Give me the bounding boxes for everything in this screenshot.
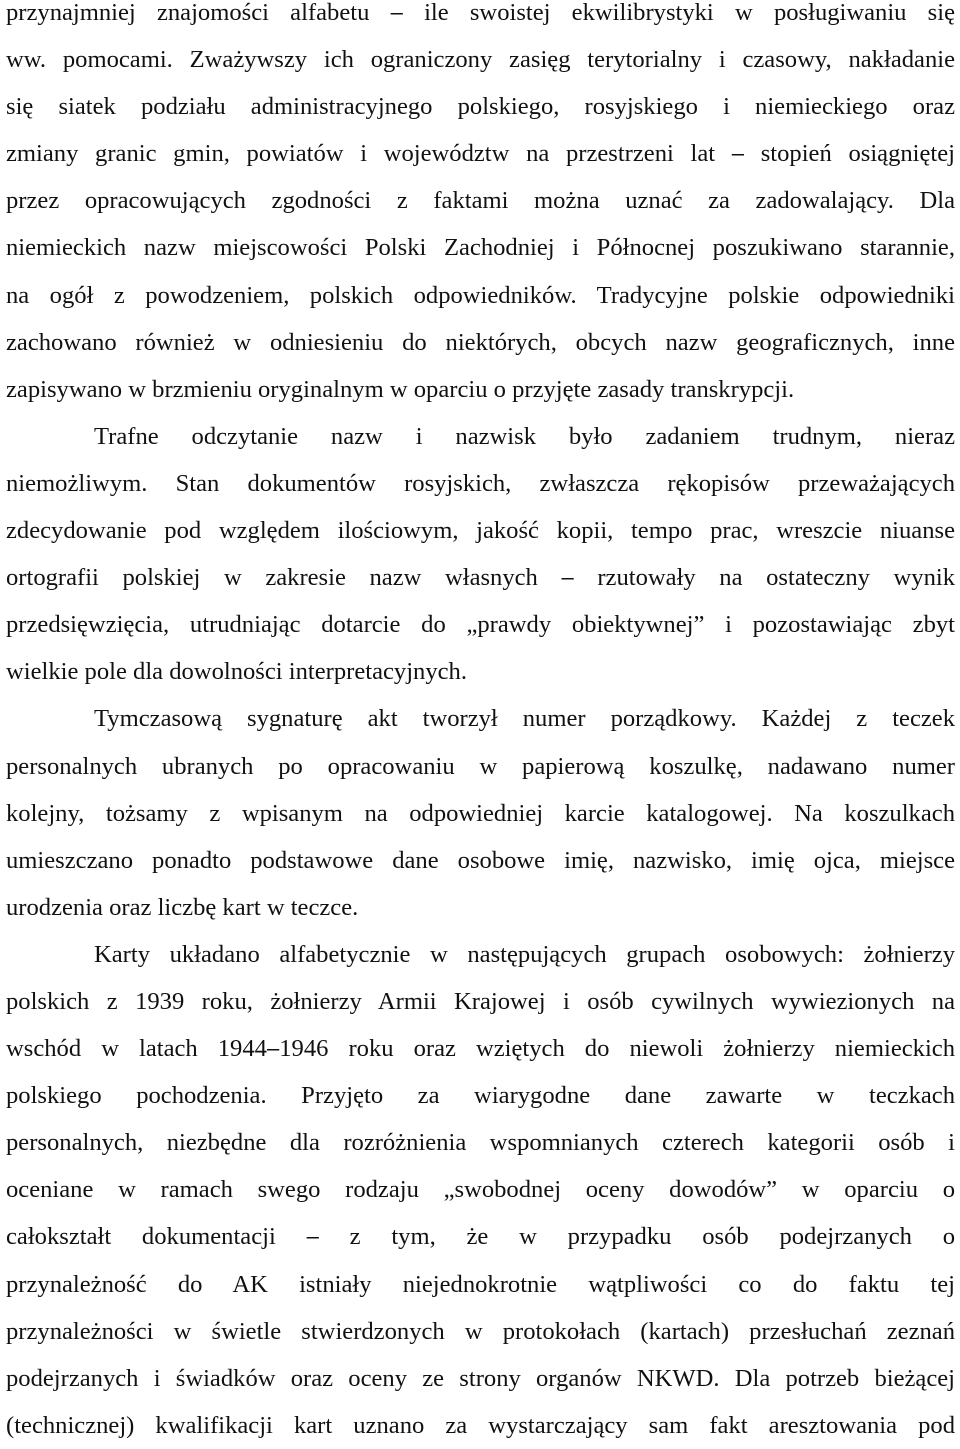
text-line: niemieckich nazw miejscowości Polski Zachodniej i Północnej poszukiwano starannie, [6,234,955,262]
text-line: przynajmniej znajomości alfabetu ⎯ ile swoistej ekwilibrystyki w posługiwaniu się [6,0,955,26]
text-line: zapisywano w brzmieniu oryginalnym w oparciu o przyjęte zasady transkrypcji. [6,375,795,403]
text-line: wschód w latach 1944⎯1946 roku oraz wziętych do niewoli żołnierzy niemieckich [6,1035,955,1063]
text-line: podejrzanych i świadków oraz oceny ze strony organów NKWD. Dla potrzeb bieżącej [6,1364,955,1392]
text-line: zachowano również w odniesieniu do niektórych, obcych nazw geograficznych, inne [6,328,955,356]
text-line: na ogół z powodzeniem, polskich odpowiedników. Tradycyjne polskie odpowiedniki [6,281,955,309]
text-line: urodzenia oraz liczbę kart w teczce. [6,893,359,921]
text-line: oceniane w ramach swego rodzaju „swobodnej oceny dowodów” w oparciu o [6,1176,955,1204]
paragraph-start-line: Trafne odczytanie nazw i nazwisk było zadaniem trudnym, nieraz [94,422,955,450]
text-line: przedsięwzięcia, utrudniając dotarcie do „prawdy obiektywnej” i pozostawiając zbyt [6,611,955,639]
text-line: umieszczano ponadto podstawowe dane osobowe imię, nazwisko, imię ojca, miejsce [6,846,955,874]
text-line: niemożliwym. Stan dokumentów rosyjskich, zwłaszcza rękopisów przeważających [6,469,955,497]
text-line: ortografii polskiej w zakresie nazw własnych ⎯ rzutowały na ostateczny wynik [6,564,955,592]
paragraph-start-line: Tymczasową sygnaturę akt tworzył numer porządkowy. Każdej z teczek [94,705,955,733]
text-line: polskich z 1939 roku, żołnierzy Armii Krajowej i osób cywilnych wywiezionych na [6,987,955,1015]
paragraph-start-line: Karty układano alfabetycznie w następujących grupach osobowych: żołnierzy [94,940,955,968]
text-line: całokształt dokumentacji ⎯ z tym, że w przypadku osób podejrzanych o [6,1223,955,1251]
text-line: (technicznej) kwalifikacji kart uznano za wystarczający sam fakt aresztowania pod [6,1411,955,1439]
text-line: personalnych, niezbędne dla rozróżnienia wspomnianych czterech kategorii osób i [6,1129,955,1157]
text-line: się siatek podziału administracyjnego polskiego, rosyjskiego i niemieckiego oraz [6,93,955,121]
text-line: kolejny, tożsamy z wpisanym na odpowiedniej karcie katalogowej. Na koszulkach [6,799,955,827]
text-line: zdecydowanie pod względem ilościowym, jakość kopii, tempo prac, wreszcie niuanse [6,517,955,545]
text-line: wielkie pole dla dowolności interpretacyjnych. [6,658,467,686]
text-line: ww. pomocami. Zważywszy ich ograniczony zasięg terytorialny i czasowy, nakładanie [6,46,955,74]
text-line: przynależności w świetle stwierdzonych w protokołach (kartach) przesłuchań zeznań [6,1317,955,1345]
text-line: przynależność do AK istniały niejednokrotnie wątpliwości co do faktu tej [6,1270,955,1298]
text-line: personalnych ubranych po opracowaniu w papierową koszulkę, nadawano numer [6,752,955,780]
text-line: przez opracowujących zgodności z faktami można uznać za zadowalający. Dla [6,187,955,215]
text-line: zmiany granic gmin, powiatów i województw na przestrzeni lat ⎯ stopień osiągniętej [6,140,955,168]
text-line: polskiego pochodzenia. Przyjęto za wiarygodne dane zawarte w teczkach [6,1082,955,1110]
